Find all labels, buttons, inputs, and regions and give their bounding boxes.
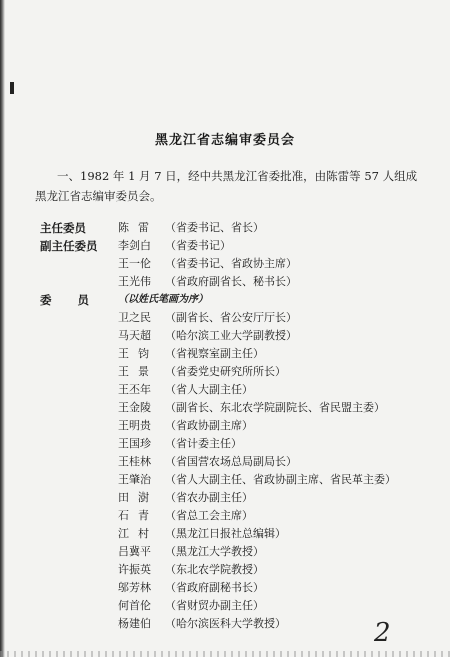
member-name: 卫之民: [118, 311, 151, 324]
member-name: 许振英: [118, 563, 151, 576]
member-name: 马天超: [118, 329, 151, 342]
member-name: 李剑白: [118, 239, 151, 252]
member-name: 王金陵: [118, 401, 151, 414]
member-name: 何首伦: [118, 599, 151, 612]
member-name: 王一伦: [118, 257, 151, 270]
member-row: [40, 507, 420, 525]
member-row: [40, 327, 420, 345]
member-post: （省委书记）: [165, 239, 231, 252]
member-post: （省国营农场总局副局长）: [165, 455, 297, 468]
member-post: （省人大副主任）: [165, 383, 253, 396]
member-post: （省农办副主任）: [165, 491, 253, 504]
member-row: [40, 543, 420, 561]
member-post: （省人大副主任、省政协副主席、省民革主委）: [165, 473, 396, 486]
member-row: [40, 471, 420, 489]
member-name: 王桂林: [118, 455, 151, 468]
member-post: （省委书记、省政协主席）: [165, 257, 297, 270]
member-row: [40, 219, 420, 237]
member-name: 王丕年: [118, 383, 151, 396]
member-post: （东北农学院教授）: [165, 563, 264, 576]
member-row: [40, 579, 420, 597]
member-row: [40, 255, 420, 273]
member-post: （省政府副省长、秘书长）: [165, 275, 297, 288]
scan-edge: [0, 0, 5, 657]
member-post: （哈尔滨医科大学教授）: [165, 617, 286, 630]
member-row: [40, 417, 420, 435]
ordering-note: （以姓氏笔画为序）: [118, 294, 208, 305]
role-label: 主任委员: [40, 221, 86, 235]
member-post: （省委书记、省长）: [165, 221, 264, 234]
member-name: 江村: [118, 527, 158, 540]
member-row: [40, 273, 420, 291]
member-name: 王光伟: [118, 275, 151, 288]
scan-mark: [10, 82, 14, 94]
member-row: [40, 237, 420, 255]
member-name: 吕冀平: [118, 545, 151, 558]
intro-paragraph: 一、1982 年 1 月 7 日，经中共黑龙江省委批准，由陈雷等 57 人组成黑龙江省志编审委员会。: [35, 169, 418, 203]
member-name: 石青: [118, 509, 158, 522]
page-number: 2: [374, 618, 391, 648]
member-post: （省政府副秘书长）: [165, 581, 264, 594]
member-post: （省总工会主席）: [165, 509, 253, 522]
member-post: （省计委主任）: [165, 437, 242, 450]
member-row: [40, 309, 420, 327]
member-row: [40, 399, 420, 417]
member-row: [40, 525, 420, 543]
member-post: （省财贸办副主任）: [165, 599, 264, 612]
member-post: （省政协副主席）: [165, 419, 253, 432]
member-post: （省视察室副主任）: [165, 347, 264, 360]
member-list: [40, 219, 420, 633]
member-row: [40, 615, 420, 633]
member-name: 王明贵: [118, 419, 151, 432]
page-title: 黑龙江省志编审委员会: [154, 133, 295, 148]
member-row: [40, 345, 420, 363]
member-post: （副省长、东北农学院副院长、省民盟主委）: [165, 401, 385, 414]
member-name: 王肇治: [118, 473, 151, 486]
member-row: [40, 453, 420, 471]
member-row: [40, 489, 420, 507]
role-label: 副主任委员: [40, 239, 98, 253]
member-row: [40, 435, 420, 453]
scan-bottom-edge: [0, 651, 450, 657]
member-name: 田澍: [118, 491, 158, 504]
member-row: [40, 561, 420, 579]
member-post: （黑龙江大学教授）: [165, 545, 264, 558]
member-post: （副省长、省公安厅厅长）: [165, 311, 297, 324]
member-name: 王景: [118, 365, 158, 378]
member-name: 王国珍: [118, 437, 151, 450]
committee-members: [40, 309, 420, 633]
member-post: （黑龙江日报社总编辑）: [165, 527, 286, 540]
member-name: 邬芳林: [118, 581, 151, 594]
member-name: 陈雷: [118, 221, 158, 234]
member-name: 王钧: [118, 347, 158, 360]
member-row: [40, 381, 420, 399]
member-row: [40, 291, 420, 309]
member-post: （省委党史研究所所长）: [165, 365, 286, 378]
role-label: 委员: [40, 293, 115, 307]
member-row: [40, 363, 420, 381]
member-post: （哈尔滨工业大学副教授）: [165, 329, 297, 342]
member-row: [40, 597, 420, 615]
member-name: 杨建伯: [118, 617, 151, 630]
